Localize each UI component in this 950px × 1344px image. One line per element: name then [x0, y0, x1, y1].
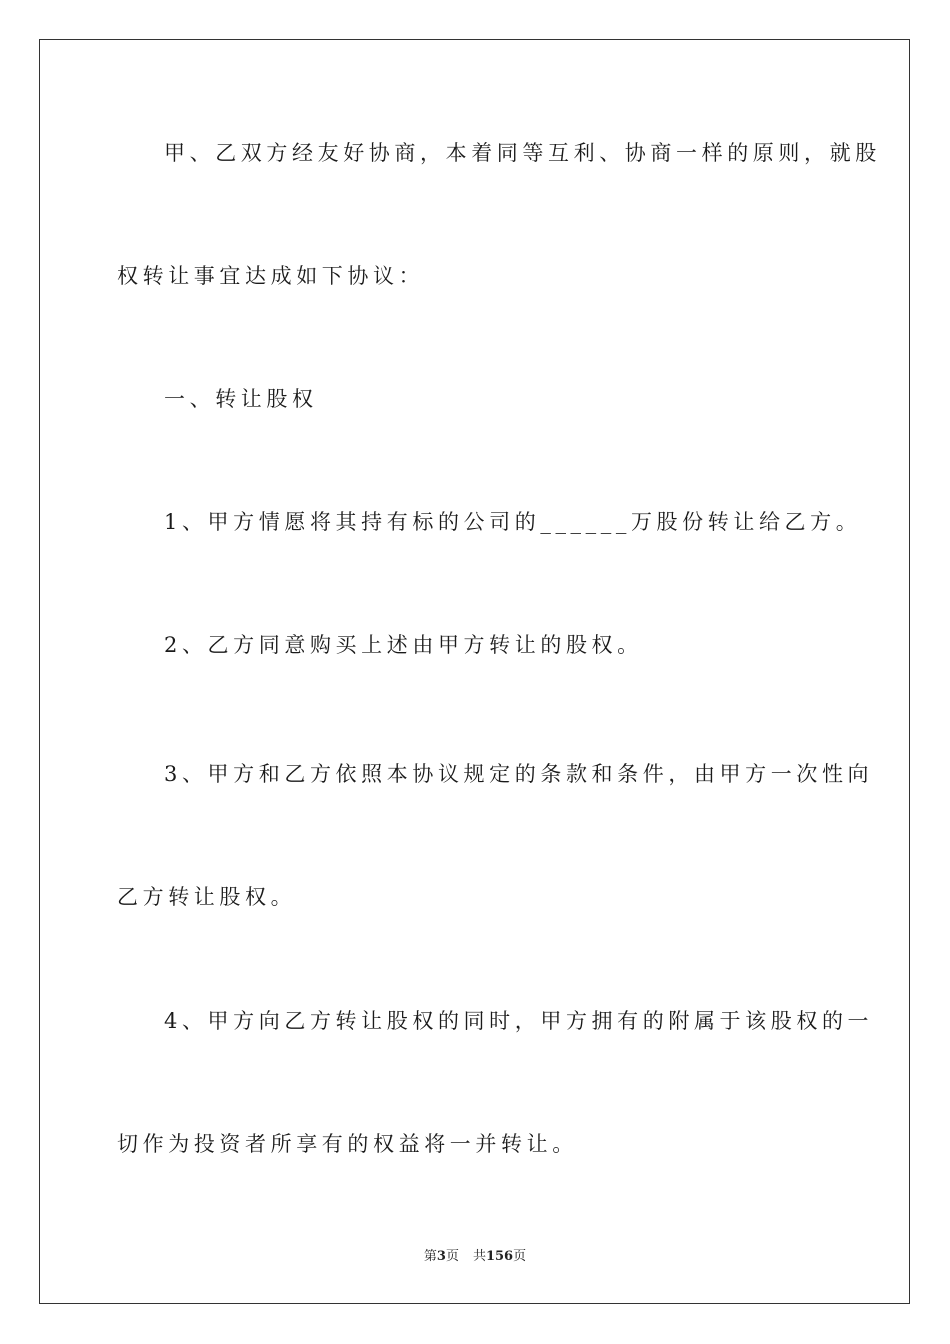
section-heading-transfer-equity: 一、转让股权: [164, 387, 318, 411]
clause-3-line-1: 3、甲方和乙方依照本协议规定的条款和条件，由甲方一次性向: [164, 762, 874, 786]
clause-2: 2、乙方同意购买上述由甲方转让的股权。: [164, 633, 643, 657]
footer-total-prefix: 共: [472, 1249, 486, 1264]
footer-total-suffix: 页: [513, 1249, 527, 1264]
footer-page-number: 3: [436, 1249, 446, 1264]
clause-4-line-2: 切作为投资者所享有的权益将一并转让。: [117, 1132, 578, 1156]
clause-4-line-1: 4、甲方向乙方转让股权的同时，甲方拥有的附属于该股权的一: [164, 1009, 874, 1033]
clause-1: 1、甲方情愿将其持有标的公司的______万股份转让给乙方。: [164, 510, 862, 534]
paragraph-intro-line-2: 权转让事宜达成如下协议：: [117, 264, 425, 288]
footer-total-number: 156: [485, 1249, 514, 1264]
page-footer: [0, 1245, 950, 1264]
page-border: [39, 39, 910, 1304]
footer-page-prefix: 第: [423, 1249, 437, 1264]
clause-3-line-2: 乙方转让股权。: [117, 885, 297, 909]
footer-page-suffix: 页: [445, 1249, 459, 1264]
paragraph-intro-line-1: 甲、乙双方经友好协商，本着同等互利、协商一样的原则，就股: [164, 141, 881, 165]
